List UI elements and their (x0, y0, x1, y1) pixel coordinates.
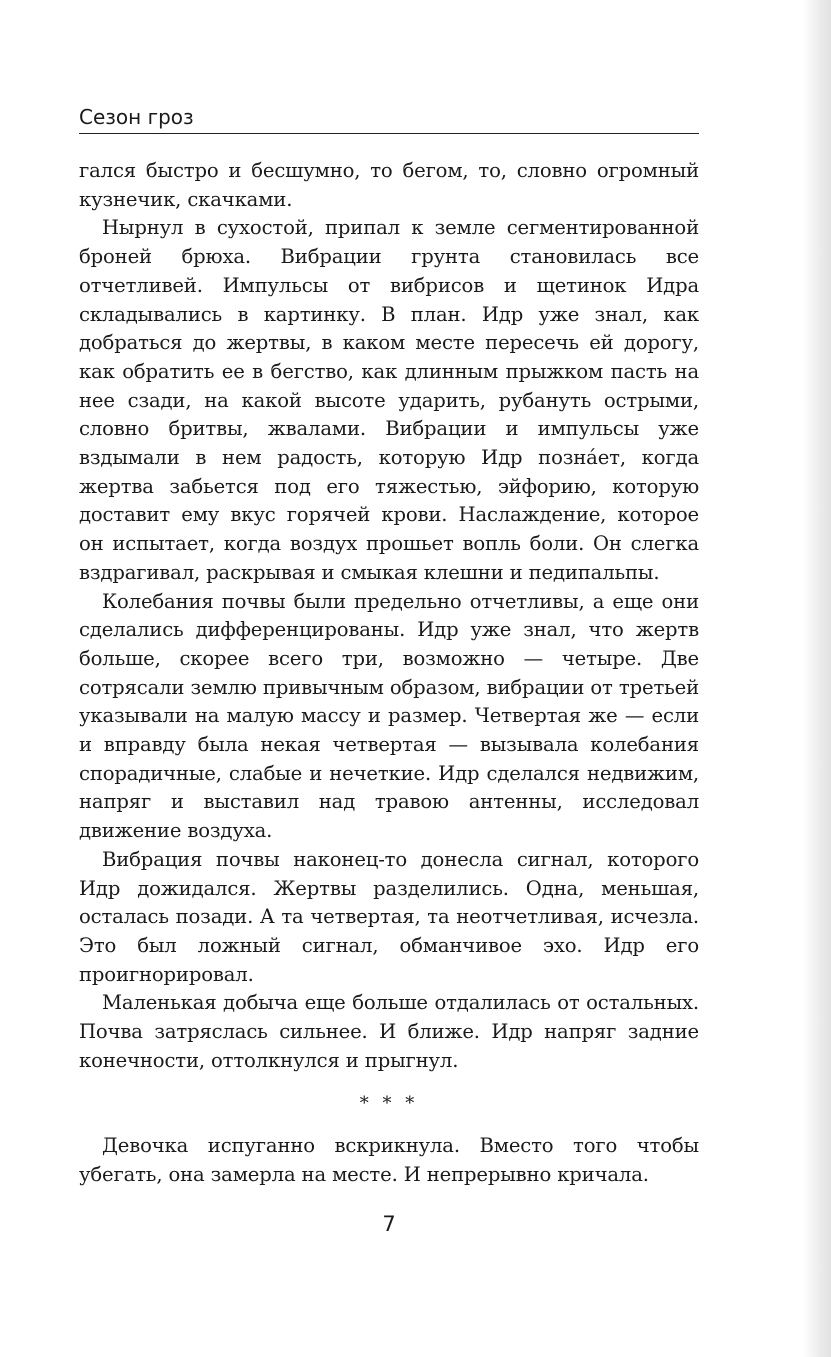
page-number: 7 (382, 1212, 396, 1236)
paragraph: Вибрация почвы наконец-то донесла сигнал, которого Идр дожидался. Жертвы разделились. Одна, меньшая, осталась позади. А та четвертая, та неотчетливая, исчезла. Это был ложный сигнал, обманчивое эхо. Идр его проигнорировал. (79, 847, 699, 986)
header-rule (79, 133, 699, 134)
paragraph: Маленькая добыча еще больше отдалилась от остальных. Почва затряслась сильнее. И ближе. Идр напряг задние конечности, оттолкнулся и прыгнул. (79, 991, 699, 1072)
page-edge-shadow (803, 0, 831, 1357)
section-break: * * * (359, 1092, 419, 1114)
paragraph: Девочка испуганно вскрикнула. Вместо того чтобы убегать, она замерла на месте. И непрерывно кричала. (79, 1134, 699, 1186)
paragraph: Нырнул в сухостой, припал к земле сегментированной броней брюха. Вибрации грунта становилась все отчетливей. Импульсы от вибрисов и щетинок Идра складывались в картинку. В план. Идр уже знал, как добраться до жертвы, в каком месте пересечь ей дорогу, как обратить ее в бегство, как длинным прыжком пасть на нее сзади, на какой высоте ударить, рубануть острыми, словно бритвы, жвалами. Вибрации и импульсы уже вздымали в нем радость, которую Идр познáет, когда жертва забьется под его тяжестью, эйфорию, которую доставит ему вкус горячей крови. Наслаждение, которое он испытает, когда воздух прошьет вопль боли. Он слегка вздрагивал, раскрывая и смыкая клешни и педипальпы. (79, 216, 699, 584)
running-title: Сезон гроз (79, 105, 194, 129)
body-text (79, 157, 699, 1190)
paragraph: Колебания почвы были предельно отчетливы, а еще они сделались дифференцированы. Идр уже знал, что жертв больше, скорее всего три, возможно — четыре. Две сотрясали землю привычным образом, вибрации от третьей указывали на малую массу и размер. Четвертая же — если и вправду была некая четвертая — вызывала колебания спорадичные, слабые и нечеткие. Идр сделался недвижим, напряг и выставил над травою антенны, исследовал движение воздуха. (79, 589, 699, 843)
paragraph-continuation: гался быстро и бесшумно, то бегом, то, словно огромный кузнечик, скачками. (79, 159, 699, 211)
